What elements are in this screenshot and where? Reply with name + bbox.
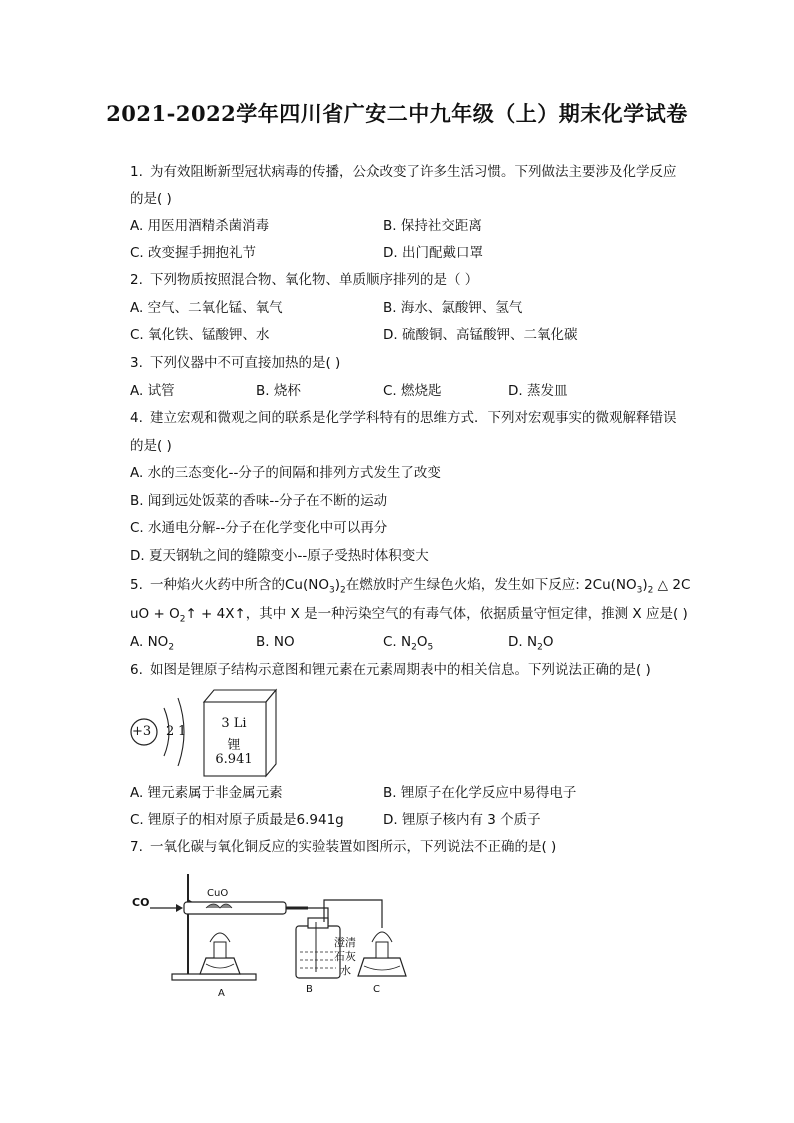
- option-c: C. $N_2O_5$: [383, 634, 434, 653]
- nucleus-label: +3: [132, 724, 152, 739]
- option-d: D. 蒸发皿: [508, 383, 568, 399]
- option-a: A. 用医用酒精杀菌消毒: [130, 218, 270, 234]
- question-3-stem: 3. 下列仪器中不可直接加热的是( ): [130, 355, 341, 371]
- option-d: D. 硫酸铜、高锰酸钾、二氧化碳: [383, 327, 578, 343]
- question-4-stem-cont: 的是( ): [130, 438, 172, 454]
- question-4-stem: 4. 建立宏观和微观之间的联系是化学学科特有的思维方式．下列对宏观事实的微观解释错误: [130, 410, 677, 426]
- option-d: D. $N_2O$: [508, 634, 554, 653]
- question-6-stem: 6. 如图是锂原子结构示意图和锂元素在元素周期表中的相关信息。下列说法正确的是( ): [130, 662, 651, 678]
- option-c: C. 氧化铁、锰酸钾、水: [130, 327, 270, 343]
- cell-element-name: 锂: [227, 738, 241, 753]
- co-label: CO: [132, 896, 150, 909]
- option-a: A. 水的三态变化--分子的间隔和排列方式发生了改变: [130, 465, 441, 481]
- option-a: A. 锂元素属于非金属元素: [130, 785, 283, 801]
- option-c: C. 改变握手拥抱礼节: [130, 245, 257, 261]
- option-b: B. 烧杯: [256, 383, 301, 399]
- question-7-stem: 7. 一氧化碳与氧化铜反应的实验装置如图所示，下列说法不正确的是( ): [130, 839, 557, 855]
- option-b: B. 海水、氯酸钾、氢气: [383, 300, 523, 316]
- question-5-stem-cont: uO + $O_2↑$ + 4X↑，其中 X 是一种污染空气的有毒气体，依据质量守恒定律，推测 X 应是( ): [130, 606, 688, 625]
- question-1-stem-cont: 的是( ): [130, 191, 172, 207]
- option-b: B. 锂原子在化学反应中易得电子: [383, 785, 577, 801]
- question-2-stem: 2. 下列物质按照混合物、氧化物、单质顺序排列的是（ ）: [130, 272, 479, 288]
- option-c: C. 锂原子的相对原子质最是6.941g: [130, 812, 344, 828]
- cell-atomic-number-symbol: 3 Li: [221, 716, 247, 731]
- shell-2-electrons: 1: [178, 724, 187, 739]
- question-5-stem: 5. 一种焰火火药中所含的$Cu(NO_3)_2$在燃放时产生绿色火焰，发生如下反应: $2Cu(NO_3)_2$ △ 2C: [130, 577, 691, 596]
- limewater-label-1: 澄清: [334, 936, 356, 949]
- option-a: A. 空气、二氧化锰、氧气: [130, 300, 283, 316]
- co-cuo-apparatus-diagram: [128, 864, 418, 1004]
- question-number: 5.: [130, 577, 143, 593]
- option-d: D. 夏天钢轨之间的缝隙变小--原子受热时体积变大: [130, 548, 429, 564]
- option-b: B. 闻到远处饭菜的香味--分子在不断的运动: [130, 493, 388, 509]
- option-d: D. 锂原子核内有 3 个质子: [383, 812, 541, 828]
- label-b: B: [306, 984, 313, 995]
- question-1-stem: 1. 为有效阻断新型冠状病毒的传播，公众改变了许多生活习惯。下列做法主要涉及化学反应: [130, 164, 677, 180]
- option-a: A. $NO_2$: [130, 634, 175, 653]
- option-d: D. 出门配戴口罩: [383, 245, 483, 261]
- question-number: 4.: [130, 410, 143, 426]
- limewater-label-2: 石灰: [334, 950, 356, 963]
- limewater-label-3: 水: [340, 964, 351, 977]
- question-number: 6.: [130, 662, 143, 678]
- question-number: 2.: [130, 272, 143, 288]
- option-c: C. 水通电分解--分子在化学变化中可以再分: [130, 520, 388, 536]
- question-number: 7.: [130, 839, 143, 855]
- label-a: A: [218, 988, 225, 999]
- cuo-label: CuO: [207, 888, 229, 899]
- option-b: B. NO: [256, 634, 295, 650]
- question-number: 3.: [130, 355, 143, 371]
- page-title: 2021-2022学年四川省广安二中九年级（上）期末化学试卷: [106, 101, 688, 126]
- question-number: 1.: [130, 164, 143, 180]
- cell-atomic-mass: 6.941: [215, 752, 253, 767]
- label-c: C: [373, 984, 380, 995]
- option-b: B. 保持社交距离: [383, 218, 482, 234]
- option-c: C. 燃烧匙: [383, 383, 442, 399]
- shell-1-electrons: 2: [166, 724, 175, 739]
- option-a: A. 试管: [130, 383, 175, 399]
